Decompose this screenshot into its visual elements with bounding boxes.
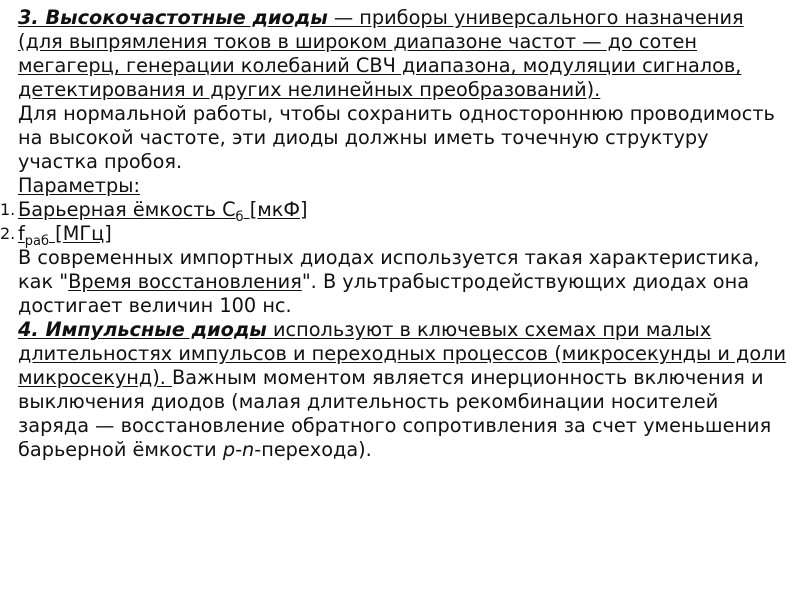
section-4-usage: используют в ключевых схемах при малых длительностях импульсов и переходных процессов (микросекунды и доли микросекунд). — [18, 318, 787, 389]
parameter-item-barrier-capacitance — [0, 198, 792, 225]
paragraph-pulse-diodes — [18, 318, 792, 462]
parameters-title: Параметры: — [18, 174, 140, 197]
parameter-subscript: б — [235, 210, 244, 225]
section-4-end: -перехода). — [254, 438, 372, 461]
parameter-unit: [МГц] — [49, 222, 112, 245]
recovery-text-before: В современных импортных диодах используется такая характеристика, как " — [18, 246, 760, 293]
parameters-list — [0, 198, 792, 249]
recovery-text-after: ". В ультрабыстродействующих диодах она достигает величин 100 нс. — [18, 270, 750, 317]
parameter-text — [18, 198, 308, 225]
section-3-underlined — [18, 6, 744, 101]
paragraph-recovery-time — [18, 246, 792, 318]
parameter-number: 2. — [0, 224, 16, 243]
parameter-label: Барьерная ёмкость С — [18, 198, 236, 221]
paragraph-normal-work: Для нормальной работы, чтобы сохранить одностороннюю проводимость на высокой частоте, эти диоды должны иметь точечную структуру участка пробоя. — [18, 102, 775, 173]
section-3-intro: — приборы универсального назначения (для выпрямления токов в широком диапазоне частот — до сотен мегагерц, генерации колебаний СВЧ диапазона, модуляции сигналов, детектирования и других нелинейных преобразований). — [18, 6, 744, 101]
parameter-item-operating-frequency — [0, 222, 792, 249]
parameter-label: f — [18, 222, 25, 245]
recovery-time-link[interactable]: Время восстановления — [68, 270, 302, 293]
paragraph-high-frequency-diodes — [18, 6, 792, 102]
section-4-number: 4 — [18, 318, 32, 341]
pn-junction: p-n — [222, 438, 255, 461]
parameter-text — [18, 222, 112, 249]
section-3-heading: 3. Высокочастотные диоды — [18, 6, 328, 29]
parameter-subscript: раб — [24, 234, 50, 249]
section-4-heading: . Импульсные диоды — [31, 318, 267, 341]
section-4-inertia: Важным моментом является инерционность включения и выключения диодов (малая длительность рекомбинации носителей заряда — восстановление обратного сопротивления за счет уменьшения барьерной ёмкости — [18, 366, 772, 461]
parameter-number: 1. — [0, 200, 16, 219]
parameter-unit: [мкФ] — [243, 198, 308, 221]
